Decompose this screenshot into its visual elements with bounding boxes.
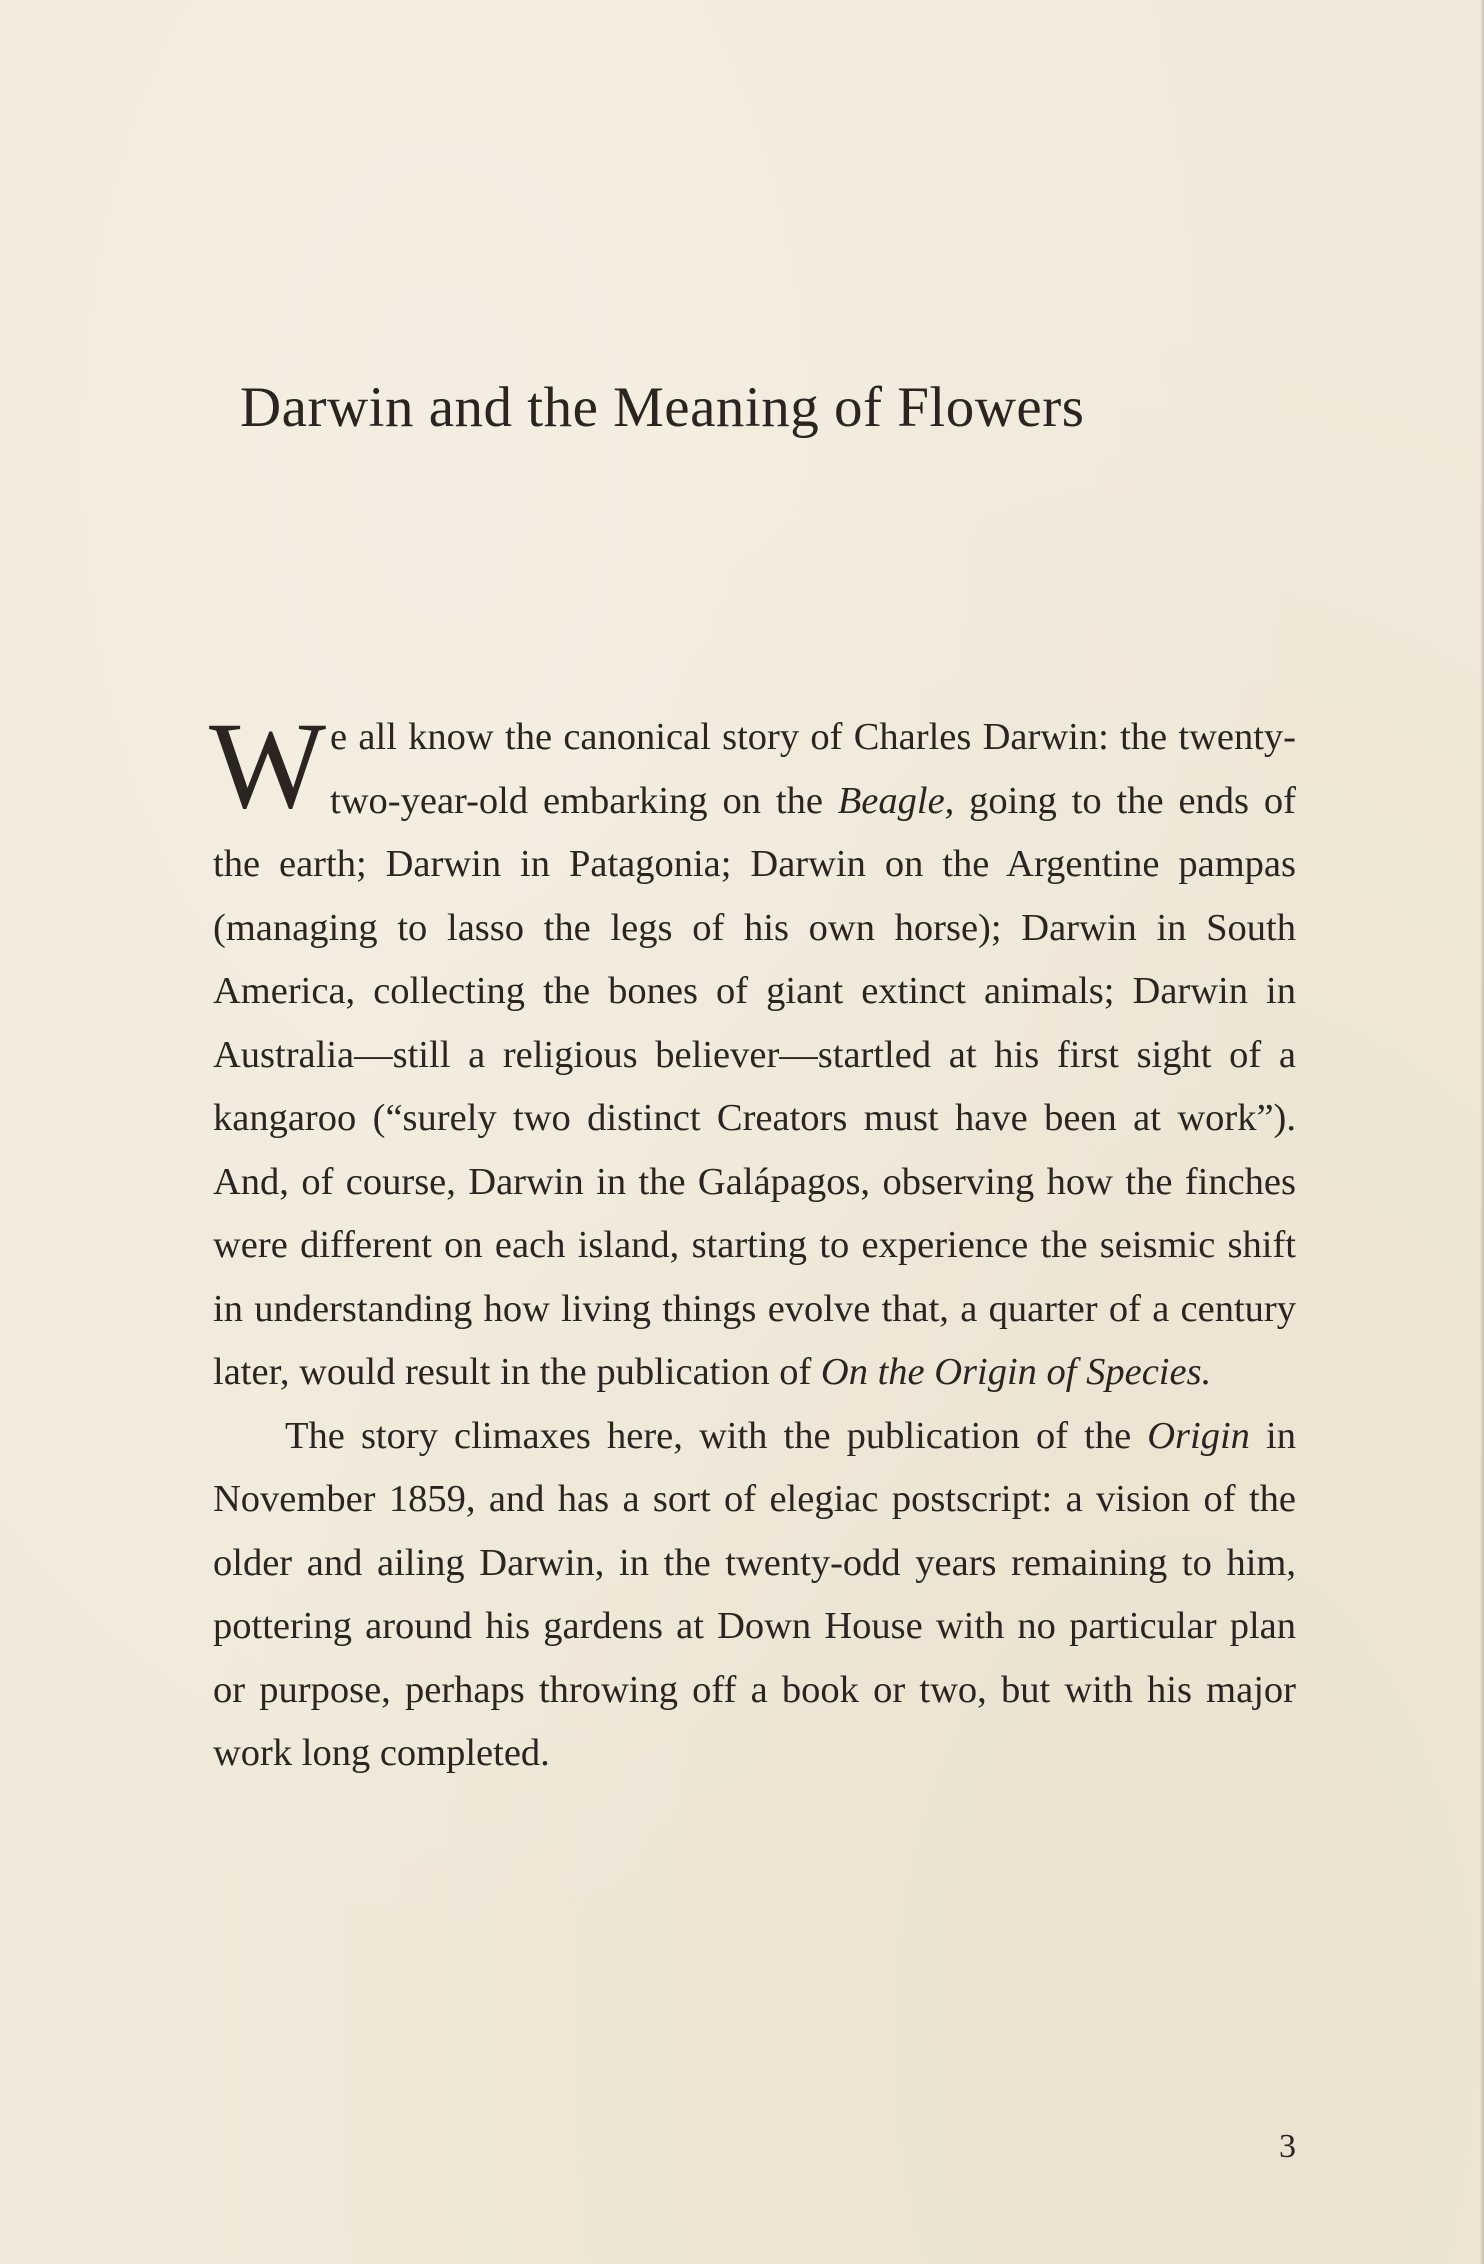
paragraph-1-text-c: going to the ends of the earth; Darwin in Patagonia; Darwin on the Argentine pampas (managing to lasso the legs of his own horse); Darwin in South America, collecting the bones of giant extinct animals; Darwin in Australia—still a religious believer—startled at his first sight of a kangaroo (“surely two distinct Creators must have been at work”). And, of course, Darwin in the Galápagos, observing how the finches were different on each island, starting to experience the seismic shift in understanding how living things evolve that, a quarter of a century later, would result in the publication of	[213, 779, 1296, 1393]
chapter-body	[209, 697, 1296, 1786]
ship-name-italic: Beagle,	[837, 779, 955, 822]
chapter-title: Darwin and the Meaning of Flowers	[240, 376, 1085, 439]
paragraph-2-text-c: in November 1859, and has a sort of elegiac postscript: a vision of the older and ailing Darwin, in the twenty-odd years remaining to him, pottering around his gardens at Down House with no particular plan or purpose, perhaps throwing off a book or two, but with his major work long completed.	[213, 1414, 1296, 1774]
paragraph-2	[213, 1405, 1296, 1786]
origin-italic: Origin	[1147, 1414, 1250, 1457]
drop-cap: W	[209, 697, 327, 834]
paragraph-1	[209, 697, 1296, 1405]
paragraph-1-text-a: e all know the canonical story of Charles Darwin: the twenty-two-year-old embarking on the	[330, 716, 1296, 822]
page-edge	[1480, 0, 1484, 2264]
paragraph-2-text-a: The story climaxes here, with the publication of the	[285, 1414, 1148, 1457]
book-title-italic: On the Origin of Species.	[820, 1351, 1212, 1393]
page-number: 3	[1279, 2128, 1296, 2165]
